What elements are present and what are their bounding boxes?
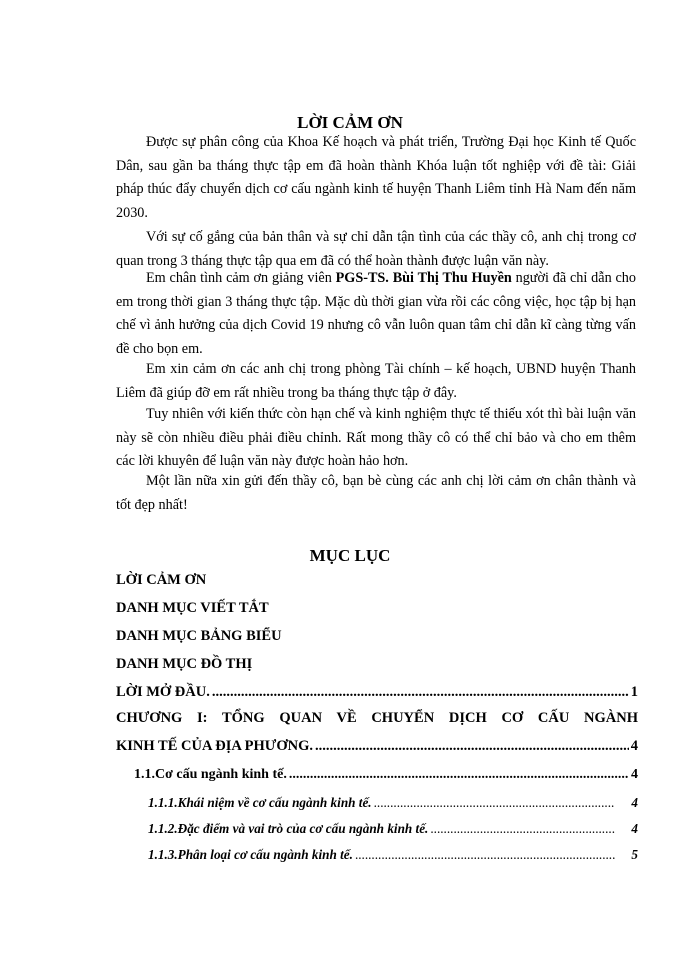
toc-leader-dots bbox=[315, 738, 629, 755]
toc-item-charts[interactable]: DANH MỤC ĐỒ THỊ bbox=[116, 656, 253, 672]
ack-paragraph-5 bbox=[116, 403, 636, 474]
toc-leader-dots bbox=[289, 767, 629, 783]
toc-leader-dots bbox=[430, 821, 615, 837]
toc-1-1-3-label: 1.1.3.Phân loại cơ cấu ngành kinh tế. bbox=[148, 847, 353, 862]
ack-paragraph-6 bbox=[116, 470, 636, 517]
toc-item-1-1-3[interactable] bbox=[148, 847, 638, 863]
toc-item-1-1-1[interactable] bbox=[148, 795, 638, 811]
toc-item-abbreviations[interactable]: DANH MỤC VIẾT TẮT bbox=[116, 600, 269, 616]
toc-1-1-1-page: 4 bbox=[631, 795, 638, 810]
ack-p3-before: Em chân tình cảm ơn giảng viên bbox=[146, 270, 336, 286]
toc-title: MỤC LỤC bbox=[309, 546, 391, 565]
ack-p3-after: người đã chỉ dẫn cho em trong thời gian 3 tháng thực tập. Mặc dù thời gian vừa rồi các công việc, học tập bị hạn chế vì ảnh hưởng của dịch Covid 19 nhưng cô vẫn luôn quan tâm chỉ dẫn kĩ càng từng vấn đề cho bọn em. bbox=[116, 270, 636, 357]
ack-p6-text: Một lần nữa xin gửi đến thầy cô, bạn bè cùng các anh chị lời cảm ơn chân thành và tốt đẹp nhất! bbox=[116, 473, 636, 513]
ack-p2-text: Với sự cố gắng của bản thân và sự chỉ dẫn tận tình của các thầy cô, anh chị trong cơ quan trong 3 tháng thực tập qua em đã có thể hoàn thành được luận văn này. bbox=[116, 229, 636, 269]
toc-chapter-1-line-1[interactable]: CHƯƠNG I: TỔNG QUAN VỀ CHUYỂN DỊCH CƠ CẤU NGÀNH bbox=[116, 710, 638, 726]
ack-paragraph-3 bbox=[116, 267, 636, 361]
toc-item-chapter-1[interactable] bbox=[116, 738, 638, 755]
toc-item-1-1-2[interactable] bbox=[148, 821, 638, 837]
toc-leader-dots bbox=[212, 684, 629, 701]
ack-p1-text: Được sự phân công của Khoa Kế hoạch và phát triển, Trường Đại học Kinh tế Quốc Dân, sau gần ba tháng thực tập em đã hoàn thành Khóa luận tốt nghiệp với đề tài: Giải pháp thúc đẩy chuyển dịch cơ cấu ngành kinh tế huyện Thanh Liêm tỉnh Hà Nam đến năm 2030. bbox=[116, 134, 636, 221]
ack-paragraph-4 bbox=[116, 358, 636, 405]
toc-chapter1-page: 4 bbox=[630, 738, 638, 754]
ack-p5-text: Tuy nhiên với kiến thức còn hạn chế và kinh nghiệm thực tế thiếu xót thì bài luận văn này sẽ còn nhiều điều phải điều chỉnh. Rất mong thầy cô có thể chỉ bảo và cho em thêm các lời khuyên để luận văn này được hoàn hảo hơn. bbox=[116, 406, 636, 469]
toc-item-1-1[interactable] bbox=[134, 767, 638, 783]
toc-item-tables[interactable]: DANH MỤC BẢNG BIỂU bbox=[116, 628, 282, 644]
toc-item-acknowledgement[interactable]: LỜI CẢM ƠN bbox=[116, 572, 207, 588]
ack-paragraph-2 bbox=[116, 226, 636, 273]
toc-leader-dots bbox=[374, 795, 616, 811]
toc-1-1-1-label: 1.1.1.Khái niệm về cơ cấu ngành kinh tế. bbox=[148, 795, 372, 810]
ack-paragraph-1 bbox=[116, 131, 636, 225]
toc-1-1-3-page: 5 bbox=[631, 847, 638, 862]
acknowledgement-title: LỜI CẢM ƠN bbox=[297, 113, 403, 132]
toc-intro-label: LỜI MỞ ĐẦU. bbox=[116, 684, 210, 700]
toc-item-introduction[interactable] bbox=[116, 684, 638, 701]
supervisor-name: PGS-TS. Bùi Thị Thu Huyền bbox=[335, 270, 512, 286]
toc-leader-dots bbox=[355, 847, 615, 863]
toc-1-1-2-page: 4 bbox=[631, 821, 638, 836]
toc-chapter1-label: KINH TẾ CỦA ĐỊA PHƯƠNG. bbox=[116, 738, 313, 754]
ack-p4-text: Em xin cảm ơn các anh chị trong phòng Tài chính – kế hoạch, UBND huyện Thanh Liêm đã giúp đỡ em rất nhiều trong ba tháng thực tập ở đây. bbox=[116, 361, 636, 401]
toc-1-1-label: 1.1.Cơ cấu ngành kinh tế. bbox=[134, 767, 287, 782]
toc-intro-page: 1 bbox=[630, 684, 638, 700]
toc-1-1-page: 4 bbox=[631, 767, 638, 782]
toc-1-1-2-label: 1.1.2.Đặc điểm và vai trò của cơ cấu ngành kinh tế. bbox=[148, 821, 429, 836]
